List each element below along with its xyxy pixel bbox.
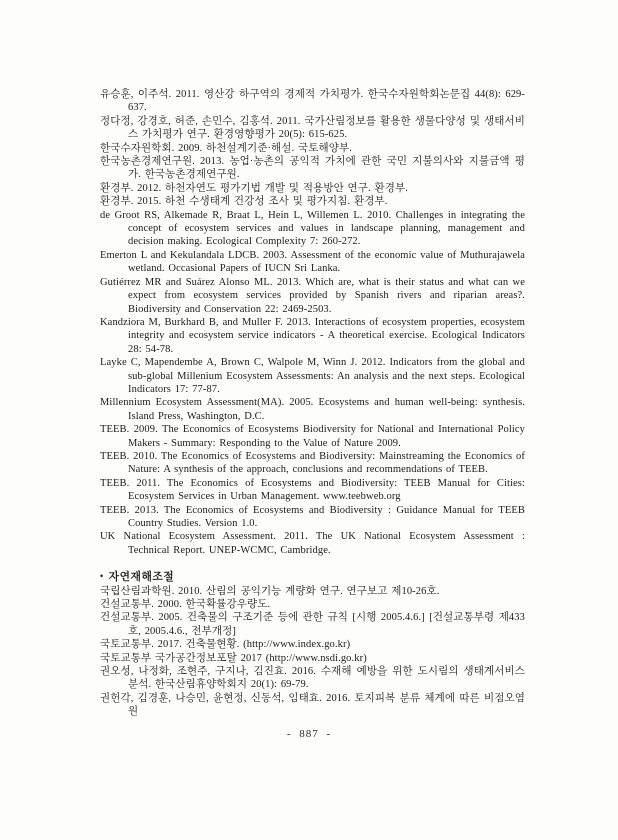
reference-entry: TEEB. 2013. The Economics of Ecosystems and Biodiversity : Guidance Manual for TEEB Country Studies. Version 1.0. (100, 504, 525, 529)
reference-entry: 정다정, 강경호, 허준, 손민수, 김홍석. 2011. 국가산림정보를 활용한 생물다양성 및 생태서비스 가치평가 연구. 환경영향평가 20(5): 615-625. (100, 115, 525, 141)
reference-list (100, 585, 525, 719)
reference-entry: Kandziora M, Burkhard B, and Muller F. 2013. Interactions of ecosystem properties, ecosystem integrity and ecosystem service indicators - A theoretical exercise. Ecological Indicators 28: 54-78. (100, 316, 525, 355)
reference-entry: TEEB. 2011. The Economics of Ecosystems and Biodiversity: TEEB Manual for Cities: Ecosystem Services in Urban Management. www.teebweb.org (100, 477, 525, 503)
reference-entry: TEEB. 2009. The Economics of Ecosystems Biodiversity for National and International Policy Makers - Summary: Responding to the Value of Nature 2009. (100, 424, 525, 449)
reference-entry: 권헌각, 김경훈, 나승민, 윤현정, 신동석, 임태효. 2016. 토지피복 분류 체계에 따른 비점오염원 (100, 692, 525, 718)
page-number: - 887 - (286, 728, 332, 740)
section-title: 자연재해조절 (108, 571, 175, 584)
reference-entry: 환경부. 2015. 하천 수생태계 건강성 조사 및 평가지침. 환경부. (100, 196, 388, 208)
reference-entry: TEEB. 2010. The Economics of Ecosystems and Biodiversity: Mainstreaming the Economics of Nature: A synthesis of the approach, conclusions and recommendations of TEEB. (100, 450, 525, 476)
reference-entry: Millennium Ecosystem Assessment(MA). 2005. Ecosystems and human well-being: synthesis. Island Press, Washington, D.C. (100, 397, 525, 422)
reference-entry: 유승훈, 이주석. 2011. 영산강 하구역의 경제적 가치평가. 한국수자원학회논문집 44(8): 629-637. (100, 89, 525, 114)
reference-entry: Gutiérrez MR and Suárez Alonso ML. 2013. Which are, what is their status and what can we expect from ecosystem services provided by Spanish rivers and riparian areas?. Biodiversity and Conservation 22: 2469-2503. (100, 276, 525, 315)
reference-entry: 권오성, 나정화, 조현주, 구지나, 김진효. 2016. 수재해 예방을 위한 도시림의 생태계서비스 분석. 한국산림휴양학회지 20(1): 69-79. (100, 666, 525, 691)
reference-entry: 한국농촌경제연구원. 2013. 농업·농촌의 공익적 가치에 관한 국민 지불의사와 지불금액 평가. 한국농촌경제연구원. (100, 156, 525, 181)
reference-entry: Emerton L and Kekulandala LDCB. 2003. Assessment of the economic value of Muthurajawela wetland. Occasional Papers of IUCN Sri Lanka. (100, 249, 525, 275)
reference-list (100, 88, 525, 557)
reference-entry: 국토교통부. 2017. 건축물현황. (http://www.index.go.kr) (100, 639, 351, 651)
reference-entry: Layke C, Mapendembe A, Brown C, Walpole M, Winn J. 2012. Indicators from the global and sub-global Millenium Ecosystem Assessments: An analysis and the next steps. Ecological Indicators 17: 77-87. (100, 357, 525, 395)
references-content (100, 88, 525, 719)
bullet-icon: • (100, 571, 104, 582)
reference-entry: 환경부. 2012. 하천자연도 평가기법 개발 및 적용방안 연구. 환경부. (100, 182, 408, 194)
reference-list-natural-disaster (100, 585, 525, 719)
reference-entry: 국토교통부 국가공간정보포탈 2017 (http://www.nsdi.go.kr) (100, 652, 367, 664)
page-footer (0, 728, 618, 740)
reference-entry: 건설교통부. 2005. 건축물의 구조기준 등에 관한 규칙 [시행 2005.4.6.] [건설교통부령 제433호, 2005.4.6., 전부개정] (100, 612, 525, 637)
reference-entry: de Groot RS, Alkemade R, Braat L, Hein L, Willemen L. 2010. Challenges in integrating the concept of ecosystem services and values in landscape planning, management and decision making. Ecological Complexity 7: 260-272. (100, 209, 525, 248)
reference-entry: 건설교통부. 2000. 한국확률강우량도. (100, 599, 271, 611)
reference-entry: UK National Ecosystem Assessment. 2011. The UK National Ecosystem Assessment : Technical Report. UNEP-WCMC, Cambridge. (100, 531, 525, 556)
section-header-natural-disaster (100, 570, 525, 584)
reference-entry: 한국수자원학회. 2009. 하천설계기준·해설. 국토해양부. (100, 142, 352, 154)
reference-entry: 국립산림과학원. 2010. 산림의 공익기능 계량화 연구. 연구보고 제10-26호. (100, 585, 440, 597)
reference-list-valuation (100, 88, 525, 557)
